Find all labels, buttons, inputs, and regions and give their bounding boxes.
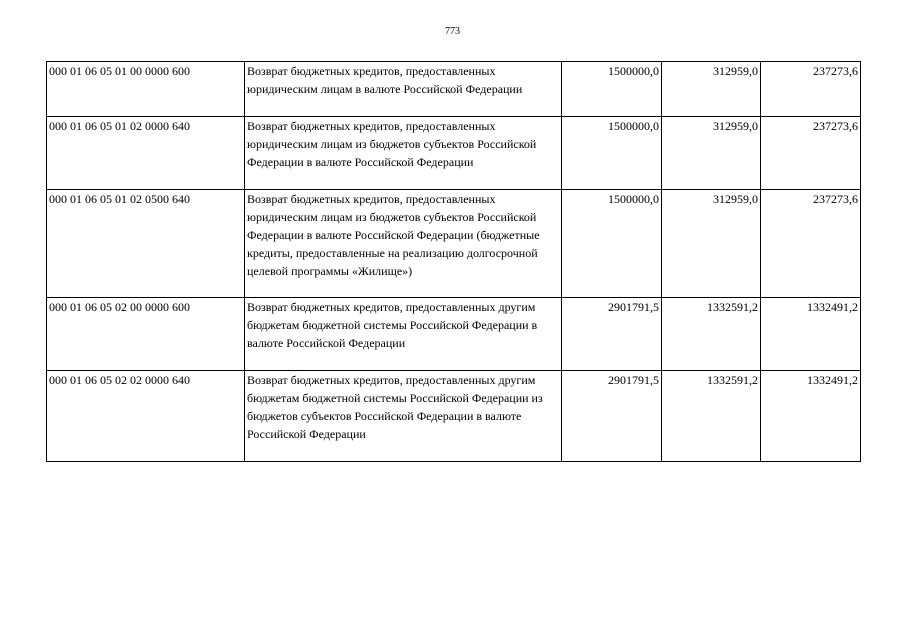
value-cell-3: 237273,6 [761,190,861,298]
budget-code-cell: 000 01 06 05 01 02 0000 640 [47,117,245,190]
item-name-cell: Возврат бюджетных кредитов, предоставленных юридическим лицам из бюджетов субъектов Российской Федерации в валюте Российской Федерации [245,117,562,190]
value-cell-2: 312959,0 [662,190,761,298]
page-number: 773 [445,26,460,37]
table-row [47,62,861,117]
value-cell-3: 237273,6 [761,62,861,117]
value-cell-1: 1500000,0 [562,62,662,117]
value-cell-3: 1332491,2 [761,371,861,462]
value-cell-2: 312959,0 [662,62,761,117]
budget-code-cell: 000 01 06 05 02 02 0000 640 [47,371,245,462]
value-cell-2: 1332591,2 [662,371,761,462]
item-name-cell: Возврат бюджетных кредитов, предоставленных другим бюджетам бюджетной системы Российской Федерации в валюте Российской Федерации [245,298,562,371]
table-row [47,190,861,298]
table-row [47,117,861,190]
item-name-cell: Возврат бюджетных кредитов, предоставленных другим бюджетам бюджетной системы Российской Федерации из бюджетов субъектов Российской Федерации в валюте Российской Федерации [245,371,562,462]
value-cell-3: 1332491,2 [761,298,861,371]
value-cell-1: 2901791,5 [562,371,662,462]
budget-code-cell: 000 01 06 05 01 00 0000 600 [47,62,245,117]
table-row [47,298,861,371]
budget-table [46,61,861,462]
value-cell-3: 237273,6 [761,117,861,190]
value-cell-1: 2901791,5 [562,298,662,371]
budget-code-cell: 000 01 06 05 02 00 0000 600 [47,298,245,371]
value-cell-2: 1332591,2 [662,298,761,371]
table-row [47,371,861,462]
value-cell-2: 312959,0 [662,117,761,190]
item-name-cell: Возврат бюджетных кредитов, предоставленных юридическим лицам из бюджетов субъектов Российской Федерации в валюте Российской Федерации (бюджетные кредиты, предоставленные на реализацию долгосрочной целевой программы «Жилище») [245,190,562,298]
item-name-cell: Возврат бюджетных кредитов, предоставленных юридическим лицам в валюте Российской Федерации [245,62,562,117]
value-cell-1: 1500000,0 [562,190,662,298]
budget-code-cell: 000 01 06 05 01 02 0500 640 [47,190,245,298]
value-cell-1: 1500000,0 [562,117,662,190]
